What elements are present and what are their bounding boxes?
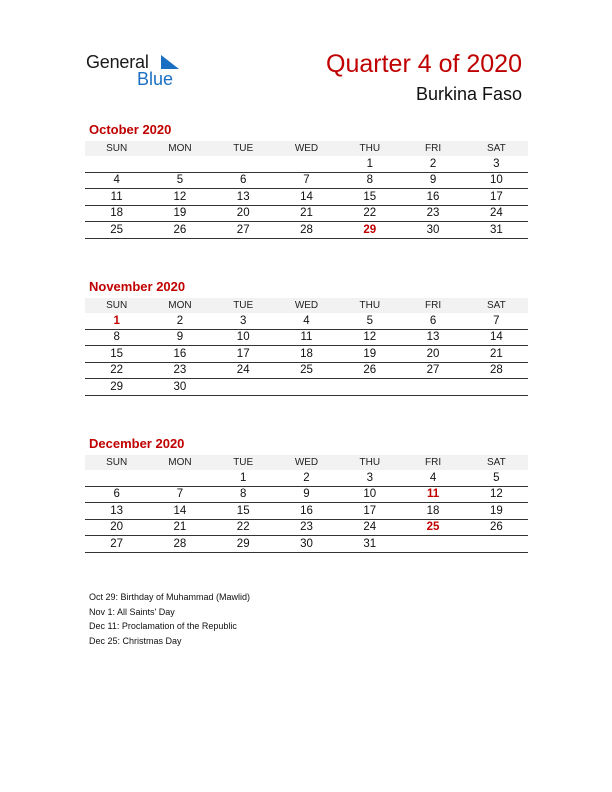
month-title: October 2020 [89,122,172,137]
day-cell: 3 [212,313,275,329]
day-cell: 13 [401,329,464,346]
weekday-header: THU [338,141,401,156]
week-row [85,362,528,379]
day-cell: 13 [85,503,148,520]
weekday-header: MON [148,298,211,313]
weekday-header: TUE [212,141,275,156]
day-cell: 21 [148,519,211,536]
day-cell [465,379,528,396]
day-cell: 17 [212,346,275,363]
day-cell: 28 [148,536,211,553]
holiday-note: Dec 11: Proclamation of the Republic [89,621,237,631]
day-cell [275,156,338,172]
weekday-header: SUN [85,298,148,313]
day-cell: 10 [338,486,401,503]
logo-flag-icon [159,54,181,70]
weekday-header: SAT [465,298,528,313]
month-title: December 2020 [89,436,185,451]
day-cell: 6 [212,172,275,189]
day-cell: 29 [212,536,275,553]
month-title: November 2020 [89,279,186,294]
day-cell: 30 [401,222,464,239]
weekday-header: WED [275,141,338,156]
month-november [85,279,528,396]
day-cell: 1 [338,156,401,172]
day-cell: 26 [148,222,211,239]
weekday-header: SUN [85,455,148,470]
week-row [85,329,528,346]
day-cell: 22 [212,519,275,536]
day-cell: 14 [275,189,338,206]
day-cell: 12 [148,189,211,206]
day-cell: 15 [85,346,148,363]
day-cell: 17 [338,503,401,520]
day-cell: 2 [275,470,338,486]
day-cell: 12 [338,329,401,346]
day-cell: 18 [85,205,148,222]
week-row [85,519,528,536]
day-cell: 17 [465,189,528,206]
day-cell: 28 [275,222,338,239]
day-cell [148,156,211,172]
day-cell: 20 [401,346,464,363]
day-cell [401,536,464,553]
day-cell: 24 [338,519,401,536]
weekday-header: SUN [85,141,148,156]
day-cell: 27 [212,222,275,239]
day-cell: 15 [212,503,275,520]
day-cell: 16 [148,346,211,363]
day-cell [275,379,338,396]
day-cell: 8 [338,172,401,189]
day-cell: 18 [401,503,464,520]
day-cell: 7 [465,313,528,329]
day-cell: 13 [212,189,275,206]
week-row [85,205,528,222]
logo-text-blue: Blue [137,69,174,89]
day-cell: 20 [85,519,148,536]
day-cell: 11 [275,329,338,346]
weekday-header: FRI [401,298,464,313]
day-cell: 7 [148,486,211,503]
weekday-header: FRI [401,141,464,156]
month-calendar [85,455,528,553]
day-cell: 4 [401,470,464,486]
weekday-header: MON [148,141,211,156]
day-cell [338,379,401,396]
week-row [85,536,528,553]
day-cell [85,156,148,172]
day-cell: 27 [85,536,148,553]
day-cell: 4 [85,172,148,189]
logo-text-general: General [86,52,149,72]
day-cell: 19 [148,205,211,222]
day-cell: 24 [212,362,275,379]
day-cell: 24 [465,205,528,222]
day-cell: 5 [148,172,211,189]
page-title: Quarter 4 of 2020 [326,50,522,78]
day-cell: 7 [275,172,338,189]
day-cell: 4 [275,313,338,329]
day-cell: 19 [465,503,528,520]
day-cell: 9 [148,329,211,346]
weekday-header-row [85,298,528,313]
day-cell: 6 [401,313,464,329]
week-row [85,486,528,503]
week-row [85,379,528,396]
month-calendar [85,141,528,239]
day-cell [401,379,464,396]
weekday-header-row [85,141,528,156]
day-cell: 21 [465,346,528,363]
day-cell [212,156,275,172]
day-cell: 2 [148,313,211,329]
day-cell: 14 [465,329,528,346]
day-cell: 8 [85,329,148,346]
day-cell: 18 [275,346,338,363]
day-cell: 3 [465,156,528,172]
holiday-day-cell: 25 [401,519,464,536]
day-cell: 3 [338,470,401,486]
holiday-notes [89,590,250,648]
day-cell: 22 [85,362,148,379]
day-cell: 12 [465,486,528,503]
month-december [85,436,528,553]
day-cell: 6 [85,486,148,503]
day-cell: 1 [212,470,275,486]
day-cell: 31 [338,536,401,553]
week-row [85,156,528,172]
week-row [85,313,528,329]
day-cell: 9 [401,172,464,189]
holiday-note: Dec 25: Christmas Day [89,635,182,646]
day-cell: 14 [148,503,211,520]
weekday-header: SAT [465,141,528,156]
day-cell: 26 [338,362,401,379]
holiday-day-cell: 1 [85,313,148,329]
day-cell: 5 [338,313,401,329]
week-row [85,470,528,486]
weekday-header: TUE [212,455,275,470]
day-cell: 31 [465,222,528,239]
day-cell: 8 [212,486,275,503]
weekday-header: MON [148,455,211,470]
day-cell [148,470,211,486]
day-cell: 5 [465,470,528,486]
day-cell: 22 [338,205,401,222]
holiday-day-cell: 11 [401,486,464,503]
day-cell: 29 [85,379,148,396]
holiday-day-cell: 29 [338,222,401,239]
day-cell: 25 [85,222,148,239]
week-row [85,189,528,206]
day-cell: 21 [275,205,338,222]
day-cell: 16 [401,189,464,206]
day-cell [465,536,528,553]
week-row [85,346,528,363]
week-row [85,503,528,520]
day-cell: 30 [275,536,338,553]
weekday-header: FRI [401,455,464,470]
day-cell: 15 [338,189,401,206]
day-cell: 20 [212,205,275,222]
month-calendar [85,298,528,396]
day-cell: 30 [148,379,211,396]
holiday-note: Nov 1: All Saints' Day [89,606,175,617]
day-cell: 10 [465,172,528,189]
day-cell: 19 [338,346,401,363]
week-row [85,222,528,239]
day-cell: 25 [275,362,338,379]
day-cell: 9 [275,486,338,503]
day-cell: 23 [401,205,464,222]
day-cell [212,379,275,396]
weekday-header: TUE [212,298,275,313]
day-cell: 10 [212,329,275,346]
weekday-header: THU [338,455,401,470]
day-cell: 16 [275,503,338,520]
day-cell: 23 [148,362,211,379]
day-cell: 2 [401,156,464,172]
weekday-header-row [85,455,528,470]
weekday-header: SAT [465,455,528,470]
holiday-note: Oct 29: Birthday of Muhammad (Mawlid) [89,592,251,602]
country-name: Burkina Faso [415,84,522,104]
day-cell: 23 [275,519,338,536]
week-row [85,172,528,189]
day-cell [85,470,148,486]
day-cell: 26 [465,519,528,536]
generalblue-logo [86,52,196,88]
month-october [85,122,528,239]
day-cell: 11 [85,189,148,206]
weekday-header: WED [275,298,338,313]
day-cell: 27 [401,362,464,379]
day-cell: 28 [465,362,528,379]
weekday-header: WED [275,455,338,470]
weekday-header: THU [338,298,401,313]
